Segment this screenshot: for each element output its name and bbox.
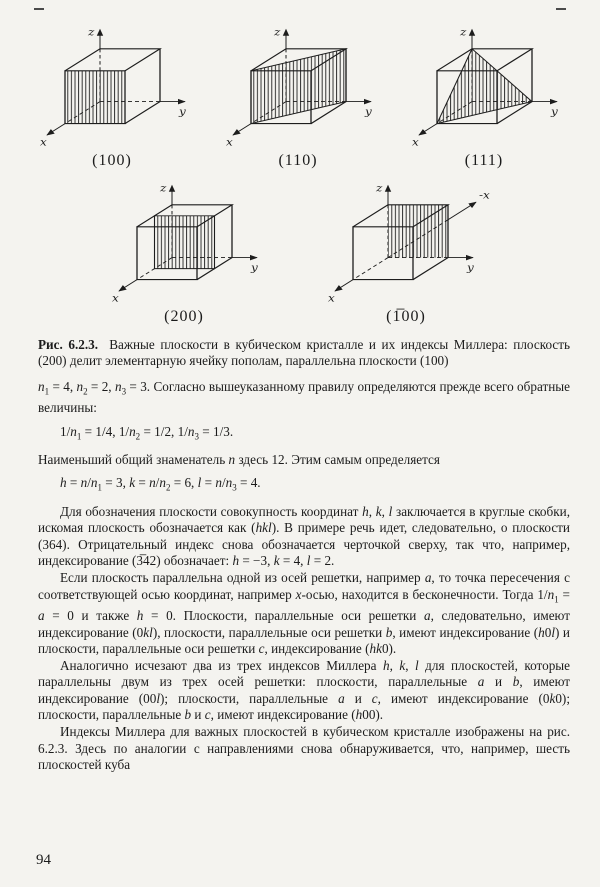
axis-label-y: y [179,105,186,118]
cube-200-diagram [110,174,270,306]
formula-2: $h = n/n_1 = 3$, $k = n/n_2 = 6$, $l = n/n_3 = 4$. [60,475,261,494]
cube-block-neg100 [326,174,498,326]
cube-label-100: (100) [92,152,132,169]
axis-label-x: x [112,292,119,305]
plane-110-hatch [251,49,346,124]
cube-block-111 [410,18,570,170]
plane-111-hatch [437,49,532,124]
axis-label-x: x [412,136,419,149]
axis-label-z: z [274,26,281,39]
axis-label-y: y [251,261,258,274]
axis-label-x: x [226,136,233,149]
axis-label-z: z [160,182,167,195]
axis-label-y: y [551,105,558,118]
cube-label-110: (110) [278,152,318,169]
paragraph-2: Наименьший общий знаменатель n здесь 12. Этим самым определяется [38,451,440,467]
scan-mark-left [34,8,44,10]
axis-label-y: y [467,261,474,274]
axis-label-y: y [365,105,372,118]
axis-label-minus-x: -x [479,189,490,202]
plane-200-hatch [155,216,215,269]
cube-label-111: (111) [464,152,504,169]
paragraph-1: $n_1 = 4$, $n_2 = 2$, $n_3 = 3$. Согласно вышеуказанному правилу определяются прежде всего обратные величины: [38,378,570,416]
body-text [38,379,570,774]
cube-block-200 [110,174,270,326]
axis-label-x: x [328,292,335,305]
figure-6-2-3 [38,18,570,370]
paragraph-4: Если плоскость параллельна одной из осей решетки, например a, то точка пересечения с соответствующей осью координат, например x-осью, находится в бесконечности. Тогда $1/n_1 = a = 0$ и также h = 0. Плоскости, параллельные оси решетки a, следовательно, имеют индексирование (0kl), плоскости, параллельные оси решетки b, имеют индексирование (h0l) и плоскости, параллельные оси решетки c, индексирование (hk0). [38,570,570,657]
axis-label-x: x [40,136,47,149]
plane-100-hatch [65,71,125,124]
axis-label-z: z [376,182,383,195]
cube-block-100 [38,18,198,170]
formula-1: $1/n_1 = 1/4$, $1/n_2 = 1/2$, $1/n_3 = 1/3$. [60,423,234,442]
figure-row-1 [38,18,570,170]
paragraph-5: Аналогично исчезают два из трех индексов Миллера h, k, l для плоскостей, которые параллельны двум из трех осей решетки: плоскости, параллельные a и b, имеют индексирование (00l); плоскости, параллельные a и c, имеют индексирование (0k0); плоскости, параллельные b и c, имеют индексирование (h00). [38,657,571,723]
paragraph-3: Для обозначения плоскости совокупность координат h, k, l заключается в круглые скобки, искомая плоскость обозначается как (hkl). В примере речь идет, следовательно, о плоскости (364). Отрицательный индекс снова обозначается черточкой сверху, так что, например, индексирование (3̅42) обозначает: h = −3, k = 4, l = 2. [38,503,570,569]
cube-111-diagram [410,18,570,150]
plane-neg100-hatch [388,205,448,258]
cube-label-200: (200) [164,308,204,325]
page-number: 94 [36,852,51,868]
cube-label-neg100: (1̅00) [386,308,426,325]
cube-neg100-diagram [326,174,498,306]
figure-caption: Рис. 6.2.3. Важные плоскости в кубическом кристалле и их индексы Миллера: плоскость (200) делит элементарную ячейку пополам, параллельна плоскости (100) [38,337,570,369]
scan-mark-right [556,8,566,10]
cube-110-diagram [224,18,384,150]
axis-label-z: z [460,26,467,39]
paragraph-6: Индексы Миллера для важных плоскостей в кубическом кристалле изображены на рис. 6.2.3. Здесь по аналогии с направлениями снова обнаруживается, что, например, шесть плоскостей куба [38,724,570,773]
axis-label-z: z [88,26,95,39]
cube-block-110 [224,18,384,170]
cube-100-diagram [38,18,198,150]
figure-row-2 [38,174,570,326]
